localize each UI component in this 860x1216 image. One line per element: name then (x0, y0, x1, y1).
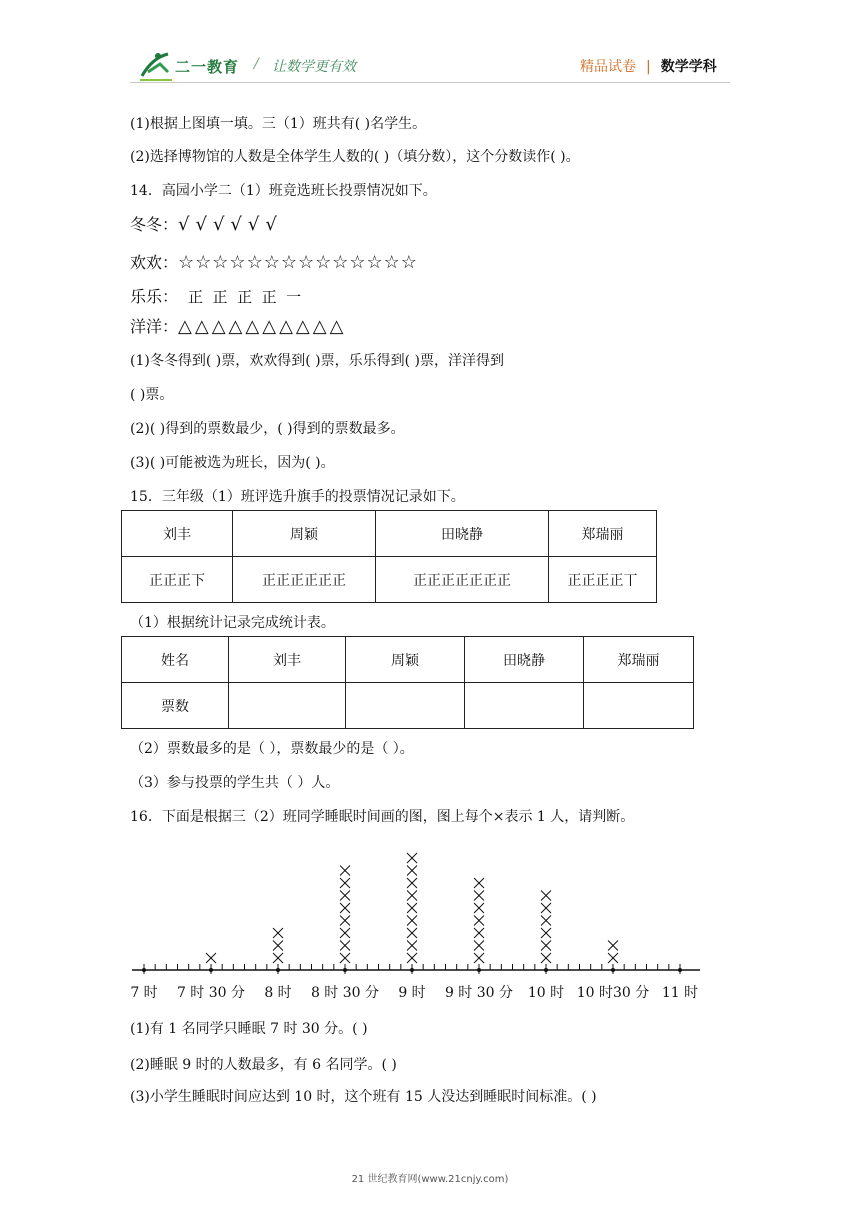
tick-dot (477, 968, 481, 972)
q16-part2: (2)睡眠 9 时的人数最多，有 6 名同学。( ) (130, 1057, 397, 1073)
cross-mark (407, 941, 417, 951)
tick-dot (343, 968, 347, 972)
stat-blank-cell[interactable] (229, 683, 346, 729)
q16-part3: (3)小学生睡眠时间应达到 10 时，这个班有 15 人没达到睡眠时间标准。( ) (130, 1089, 597, 1105)
header-rule (130, 82, 730, 83)
check-marks: √√√√√√ (178, 214, 283, 235)
record-tally: 正正正正丅 (549, 557, 657, 603)
record-header: 刘丰 (122, 511, 233, 557)
tick-label: 8 时 30 分 (310, 985, 380, 1001)
tick-dot (678, 968, 682, 972)
q13-part2: (2)选择博物馆的人数是全体学生人数的( )（填分数），这个分数读作( )。 (130, 149, 580, 165)
stat-header: 田晓静 (465, 637, 584, 683)
tick-dot (276, 968, 280, 972)
cross-mark (541, 916, 551, 926)
star-marks: ☆☆☆☆☆☆☆☆☆☆☆☆☆☆ (178, 252, 418, 273)
q14-part1: (1)冬冬得到( )票，欢欢得到( )票，乐乐得到( )票，洋洋得到 (130, 353, 504, 369)
record-header: 田晓静 (376, 511, 549, 557)
cross-mark (474, 953, 484, 963)
tick-label: 8 时 (264, 985, 292, 1001)
cross-mark (407, 891, 417, 901)
cross-mark (340, 878, 350, 888)
tick-dot (209, 968, 213, 972)
cross-mark (407, 928, 417, 938)
cross-mark (541, 953, 551, 963)
cross-mark (474, 903, 484, 913)
cross-mark (407, 903, 417, 913)
vote-stat-table (121, 636, 694, 729)
vote-record-table (121, 510, 657, 603)
cross-mark (541, 928, 551, 938)
cross-mark (407, 853, 417, 863)
cross-mark (273, 928, 283, 938)
brand-name: 二一教育 (175, 58, 240, 76)
stat-blank-cell[interactable] (465, 683, 584, 729)
tick-label: 10 时30 分 (576, 985, 650, 1001)
cross-mark (340, 916, 350, 926)
stat-blank-cell[interactable] (584, 683, 694, 729)
vote-row-lele: 乐乐： 正 正 正 正 一 (130, 287, 302, 306)
tick-dot (611, 968, 615, 972)
tick-label: 10 时 (527, 985, 565, 1001)
tick-label: 7 时 (130, 985, 158, 1001)
record-tally: 正正正下 (122, 557, 233, 603)
cross-mark (273, 953, 283, 963)
cross-mark (407, 866, 417, 876)
vote-row-dongdong: 冬冬：√√√√√√ (130, 214, 283, 235)
triangle-marks: △△△△△△△△△△ (178, 316, 347, 337)
cross-mark (407, 953, 417, 963)
cross-mark (474, 941, 484, 951)
tick-dot (544, 968, 548, 972)
tick-label: 9 时 30 分 (444, 985, 514, 1001)
cross-mark (206, 953, 216, 963)
q14-title: 14．高园小学二（1）班竞选班长投票情况如下。 (130, 183, 437, 199)
tick-label: 11 时 (661, 985, 699, 1001)
brand-slogan: 让数学更有效 (272, 59, 356, 75)
q16-title: 16．下面是根据三（2）班同学睡眠时间画的图，图上每个×表示 1 人，请判断。 (130, 809, 635, 825)
stat-header: 郑瑞丽 (584, 637, 694, 683)
record-header: 周颖 (233, 511, 376, 557)
stat-blank-cell[interactable] (346, 683, 465, 729)
vote-row-huanhuan: 欢欢：☆☆☆☆☆☆☆☆☆☆☆☆☆☆ (130, 252, 418, 273)
cross-mark (407, 878, 417, 888)
q14-part3: (3)( )可能被选为班长，因为( )。 (130, 455, 335, 471)
tick-label: 9 时 (398, 985, 426, 1001)
header-divider: / (254, 56, 259, 72)
cross-mark (541, 891, 551, 901)
cross-mark (340, 891, 350, 901)
tick-dot (142, 968, 146, 972)
record-tally: 正正正正正正 (233, 557, 376, 603)
paper-tag: 精品试卷 (580, 59, 636, 75)
header-right: 精品试卷 | 数学学科 (580, 59, 717, 75)
cross-mark (474, 916, 484, 926)
cross-mark (541, 903, 551, 913)
record-header: 郑瑞丽 (549, 511, 657, 557)
stat-header: 刘丰 (229, 637, 346, 683)
sleep-time-dot-plot (0, 830, 860, 1010)
tick-label: 7 时 30 分 (176, 985, 246, 1001)
q13-part1: (1)根据上图填一填。三（1）班共有( )名学生。 (130, 116, 427, 132)
cross-mark (474, 878, 484, 888)
q14-part2: (2)( )得到的票数最少，( )得到的票数最多。 (130, 421, 405, 437)
cross-mark (340, 866, 350, 876)
stat-row-label: 票数 (122, 683, 229, 729)
cross-mark (340, 953, 350, 963)
stat-header: 周颖 (346, 637, 465, 683)
cross-mark (340, 941, 350, 951)
q15-part1: （1）根据统计记录完成统计表。 (130, 615, 335, 631)
q14-part1-cont: ( )票。 (130, 387, 174, 403)
cross-mark (608, 953, 618, 963)
cross-mark (340, 928, 350, 938)
vote-row-yangyang: 洋洋：△△△△△△△△△△ (130, 316, 347, 337)
tick-dot (410, 968, 414, 972)
cross-mark (340, 903, 350, 913)
subject-label: 数学学科 (660, 59, 717, 75)
page-footer: 21 世纪教育网(www.21cnjy.com) (351, 1174, 509, 1185)
tally-marks: 正 正 正 正 一 (188, 288, 302, 306)
q16-part1: (1)有 1 名同学只睡眠 7 时 30 分。( ) (130, 1021, 368, 1037)
cross-mark (407, 916, 417, 926)
cross-mark (474, 928, 484, 938)
q15-part2: （2）票数最多的是（ ），票数最少的是（ ）。 (130, 741, 414, 757)
cross-mark (273, 941, 283, 951)
cross-mark (474, 891, 484, 901)
stat-header: 姓名 (122, 637, 229, 683)
q15-part3: （3）参与投票的学生共（ ）人。 (130, 775, 340, 791)
cross-mark (608, 941, 618, 951)
record-tally: 正正正正正正正 (376, 557, 549, 603)
q15-title: 15．三年级（1）班评选升旗手的投票情况记录如下。 (130, 489, 465, 505)
cross-mark (541, 941, 551, 951)
